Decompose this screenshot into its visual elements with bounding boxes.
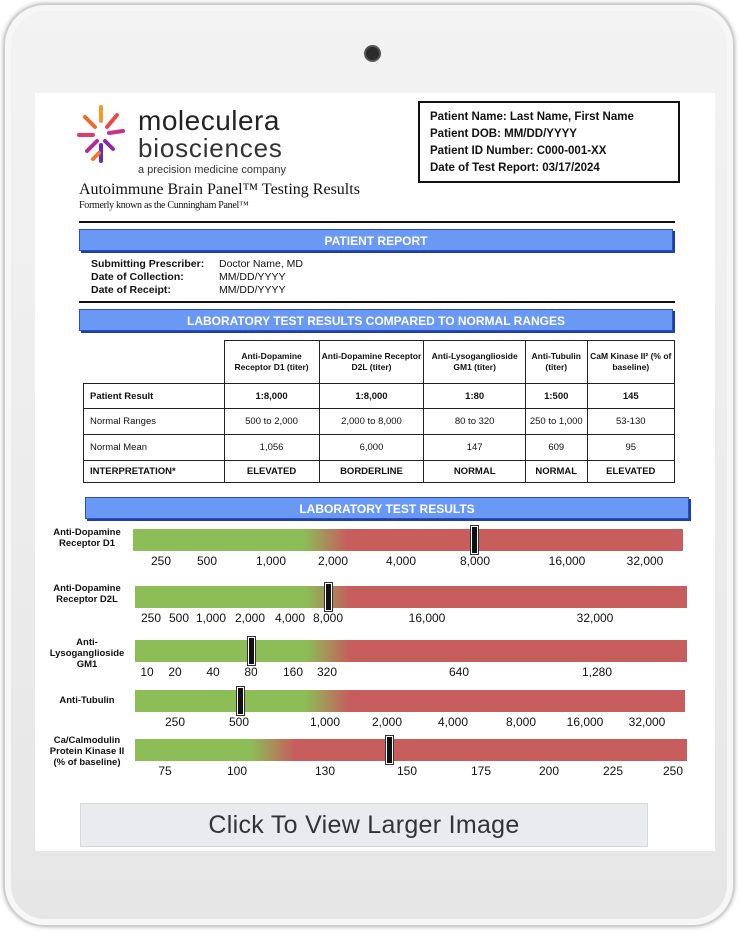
gauge-tick-label: 1,000 — [195, 611, 227, 625]
report-info-label: Date of Collection: — [91, 271, 184, 283]
brand-line1: moleculera — [138, 105, 280, 136]
gauge-bar — [133, 529, 683, 551]
table-cell: 80 to 320 — [424, 409, 526, 435]
gauge-tick-label: 500 — [228, 715, 250, 729]
table-header: Anti-Lysoganglioside GM1 (titer) — [424, 341, 526, 384]
table-cell: 145 — [587, 384, 674, 409]
brand-tagline: a precision medicine company — [138, 164, 286, 176]
gauge-tick-label: 150 — [396, 764, 418, 778]
report-screen — [35, 93, 715, 851]
brand-line2: biosciences — [138, 133, 283, 163]
patient-name: Patient Name: Last Name, First Name — [430, 111, 634, 123]
gauge-bar — [135, 586, 687, 608]
results-table — [83, 340, 675, 483]
report-info-value: MM/DD/YYYY — [219, 284, 286, 296]
patient-dob: Patient DOB: MM/DD/YYYY — [430, 128, 577, 140]
gauge-tick-label: 1,280 — [581, 665, 613, 679]
table-header-row — [84, 341, 675, 384]
report-info-row — [91, 258, 303, 271]
table-row — [84, 409, 675, 435]
camera-icon — [364, 45, 381, 62]
gauge-label: Anti-Tubulin — [59, 695, 115, 706]
report-info — [91, 258, 303, 297]
report-info-label: Date of Receipt: — [91, 284, 171, 296]
gauge-marker — [386, 736, 393, 764]
table-cell: NORMAL — [526, 461, 588, 483]
gauge-tick-label: 2,000 — [234, 611, 266, 625]
row-label: Normal Mean — [84, 435, 225, 461]
gauge-label: Anti-Lysoganglioside GM1 — [49, 637, 125, 670]
report-info-value: MM/DD/YYYY — [219, 271, 286, 283]
gauge-tick-label: 4,000 — [274, 611, 306, 625]
report-date: Date of Test Report: 03/17/2024 — [430, 162, 600, 174]
patient-info-box — [418, 101, 680, 183]
gauge-tick-label: 160 — [282, 665, 304, 679]
table-row — [84, 461, 675, 483]
divider — [79, 301, 675, 303]
table-cell: 2,000 to 8,000 — [319, 409, 424, 435]
table-cell: ELEVATED — [224, 461, 319, 483]
gauge-marker — [237, 687, 244, 715]
gauge-tick-label: 75 — [158, 764, 172, 778]
section-lab-results: LABORATORY TEST RESULTS — [85, 497, 689, 519]
table-cell: 95 — [587, 435, 674, 461]
gauge-tick-label: 250 — [150, 554, 172, 568]
gauge-tick-label: 250 — [140, 611, 162, 625]
moleculera-logo-icon — [75, 103, 127, 171]
gauge-tick-label: 320 — [316, 665, 338, 679]
table-header: Anti-Tubulin (titer) — [526, 341, 588, 384]
gauge-marker — [325, 583, 332, 611]
table-cell: 500 to 2,000 — [224, 409, 319, 435]
gauge-tick-label: 250 — [164, 715, 186, 729]
view-larger-image-button[interactable]: Click To View Larger Image — [80, 803, 648, 847]
report-info-label: Submitting Prescriber: — [91, 258, 205, 270]
table-cell: BORDERLINE — [319, 461, 424, 483]
gauge-tick-label: 8,000 — [505, 715, 537, 729]
gauge-bar — [135, 739, 687, 761]
gauge-tick-label: 175 — [470, 764, 492, 778]
gauge-tick-label: 200 — [538, 764, 560, 778]
gauge-tick-label: 100 — [226, 764, 248, 778]
table-header: CaM Kinase II² (% of baseline) — [587, 341, 674, 384]
patient-id: Patient ID Number: C000-001-XX — [430, 145, 607, 157]
gauge-tick-label: 640 — [448, 665, 470, 679]
gauge-tick-label: 32,000 — [626, 554, 664, 568]
table-cell: NORMAL — [424, 461, 526, 483]
row-label: Patient Result — [84, 384, 225, 409]
table-cell: 1:500 — [526, 384, 588, 409]
table-cell: 1,056 — [224, 435, 319, 461]
divider — [79, 221, 675, 223]
gauge-label: Anti-Dopamine Receptor D1 — [53, 527, 121, 549]
gauge-tick-label: 2,000 — [317, 554, 349, 568]
document-subtitle: Formerly known as the Cunningham Panel™ — [79, 200, 249, 211]
gauge-tick-label: 2,000 — [371, 715, 403, 729]
table-cell: 1:8,000 — [319, 384, 424, 409]
report-info-row — [91, 284, 303, 297]
table-cell: ELEVATED — [587, 461, 674, 483]
section-patient-report: PATIENT REPORT — [79, 229, 673, 251]
table-header: Anti-Dopamine Receptor D2L (titer) — [319, 341, 424, 384]
report-info-row — [91, 271, 303, 284]
gauge-tick-label: 40 — [206, 665, 220, 679]
gauge-tick-label: 8,000 — [459, 554, 491, 568]
brand-name — [138, 107, 286, 176]
tablet-frame — [3, 3, 735, 927]
gauge-bar — [135, 690, 685, 712]
row-label: INTERPRETATION* — [84, 461, 225, 483]
table-row — [84, 384, 675, 409]
report-info-value: Doctor Name, MD — [219, 258, 304, 270]
gauge-tick-label: 4,000 — [437, 715, 469, 729]
gauge-marker — [471, 526, 478, 554]
gauge-tick-label: 1,000 — [309, 715, 341, 729]
gauge-tick-label: 500 — [168, 611, 190, 625]
gauge-tick-label: 32,000 — [628, 715, 666, 729]
table-corner — [84, 341, 225, 384]
gauge-tick-label: 1,000 — [255, 554, 287, 568]
gauge-tick-label: 500 — [196, 554, 218, 568]
gauge-tick-label: 130 — [314, 764, 336, 778]
gauge-tick-label: 8,000 — [312, 611, 344, 625]
gauge-bar — [135, 640, 687, 662]
gauge-tick-label: 20 — [168, 665, 182, 679]
gauge-tick-label: 32,000 — [576, 611, 614, 625]
table-row — [84, 435, 675, 461]
gauge-tick-label: 80 — [244, 665, 258, 679]
gauge-tick-label: 250 — [662, 764, 684, 778]
table-cell: 6,000 — [319, 435, 424, 461]
gauge-tick-label: 4,000 — [385, 554, 417, 568]
gauge-tick-label: 16,000 — [566, 715, 604, 729]
gauge-tick-label: 10 — [140, 665, 154, 679]
table-cell: 1:80 — [424, 384, 526, 409]
gauge-label: Anti-Dopamine Receptor D2L — [53, 583, 121, 605]
section-lab-compared: LABORATORY TEST RESULTS COMPARED TO NORMAL RANGES — [79, 309, 673, 331]
gauge-marker — [248, 637, 255, 665]
row-label: Normal Ranges — [84, 409, 225, 435]
gauge-tick-label: 16,000 — [408, 611, 446, 625]
table-cell: 1:8,000 — [224, 384, 319, 409]
gauge-label: Ca/Calmodulin Protein Kinase II (% of baseline) — [49, 735, 125, 768]
table-cell: 53-130 — [587, 409, 674, 435]
document-title: Autoimmune Brain Panel™ Testing Results — [79, 181, 360, 198]
table-cell: 609 — [526, 435, 588, 461]
table-cell: 250 to 1,000 — [526, 409, 588, 435]
table-header: Anti-Dopamine Receptor D1 (titer) — [224, 341, 319, 384]
table-cell: 147 — [424, 435, 526, 461]
gauge-tick-label: 225 — [602, 764, 624, 778]
gauge-tick-label: 16,000 — [548, 554, 586, 568]
